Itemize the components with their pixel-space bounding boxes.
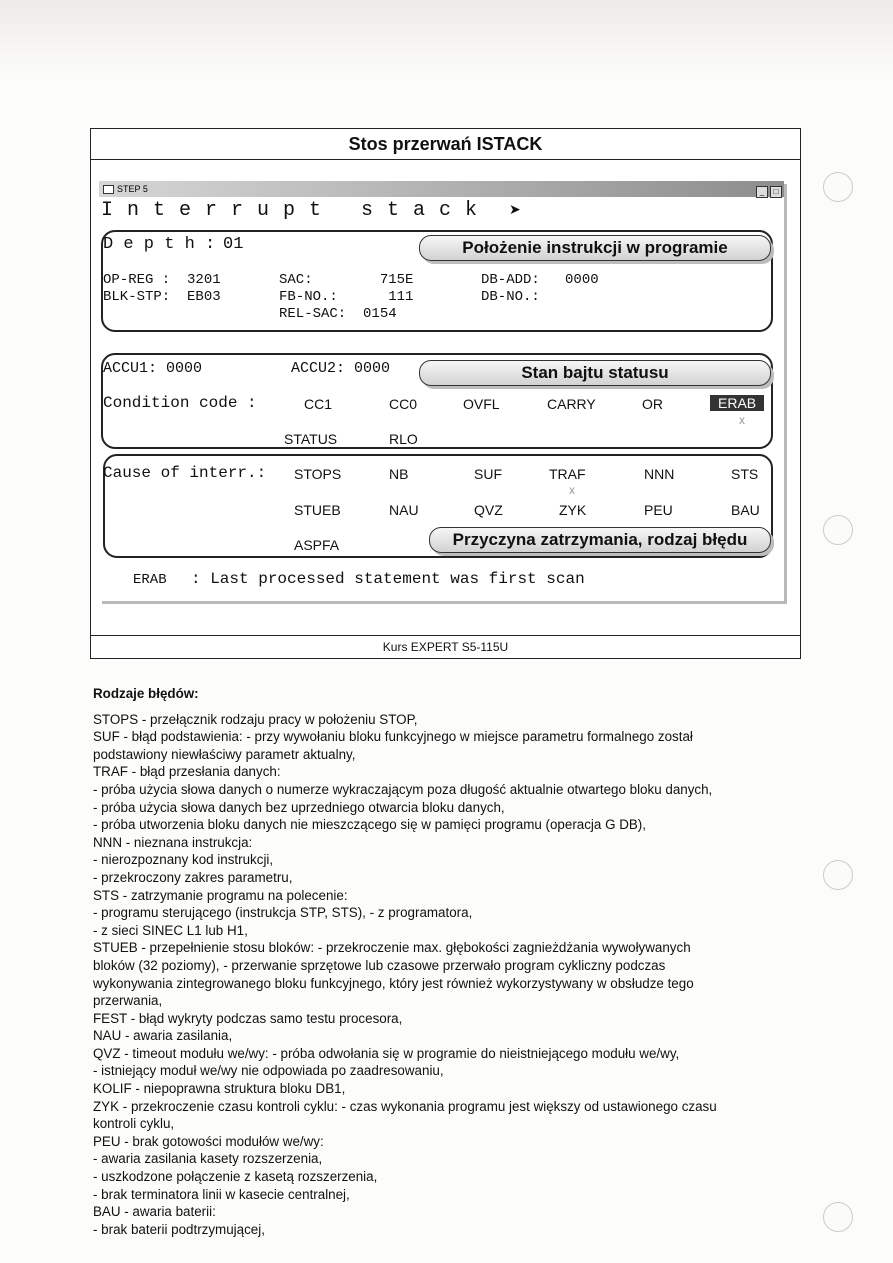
window-title: STEP 5 [117,184,148,194]
doc-line: STS - zatrzymanie programu na polecenie: [93,887,348,903]
doc-line: - próba użycia słowa danych o numerze wykraczającym poza długość aktualnie otwartego bloku danych, [93,781,713,797]
doc-line: wykonywania zintegrowanego bloku funkcyjnego, który jest również wykorzystywany w obsłudze tego [93,975,694,991]
step5-window [99,181,784,601]
doc-line: STOPS - przełącznik rodzaju pracy w położeniu STOP, [93,711,418,727]
slide-frame [90,128,801,659]
doc-line: - próba utworzenia bloku danych nie mieszczącego się w pamięci programu (operacja G DB), [93,817,646,833]
last-error-code: ERAB [133,572,167,588]
doc-line: - przekroczony zakres parametru, [93,869,293,885]
cause-nau: NAU [389,502,419,518]
or: OR [642,396,663,412]
doc-line: - nierozpoznany kod instrukcji, [93,852,274,868]
doc-line: QVZ - timeout modułu we/wy: - próba odwołania się w programie do nieistniejącego modułu we/wy, [93,1045,680,1061]
callout-stop-cause: Przyczyna zatrzymania, rodzaj błędu [429,527,771,553]
cause-nb: NB [389,466,409,482]
db-no: DB-NO.: [481,289,540,305]
doc-line: FEST - błąd wykryty podczas samo testu procesora, [93,1010,403,1026]
callout-instruction-position: Położenie instrukcji w programie [419,235,771,261]
doc-line: - z sieci SINEC L1 lub H1, [93,922,248,938]
doc-line: NAU - awaria zasilania, [93,1028,233,1044]
cause-sts: STS [731,466,759,482]
cause-aspfa: ASPFA [294,537,340,553]
depth-value: 01 [223,235,244,254]
mouse-pointer-icon: ➤ [509,201,521,217]
depth-label: D e p t h : [103,235,216,254]
carry: CARRY [547,396,596,412]
cc1: CC1 [304,396,333,412]
status: STATUS [284,431,338,447]
cause-label: Cause of interr.: [103,464,267,482]
cause-stueb: STUEB [294,502,341,518]
doc-line: - próba użycia słowa danych bez uprzedniego otwarcia bloku danych, [93,799,505,815]
x-mark-icon: x [569,483,575,497]
doc-line: KOLIF - niepoprawna struktura bloku DB1, [93,1081,346,1097]
cause-qvz: QVZ [474,502,503,518]
doc-line: - istniejący moduł we/wy nie odpowiada po zaadresowaniu, [93,1063,444,1079]
accu1: ACCU1: 0000 [103,360,203,377]
doc-line: kontroli cyklu, [93,1116,175,1132]
rlo: RLO [389,431,418,447]
doc-line: - uszkodzone połączenie z kasetą rozszerzenia, [93,1169,378,1185]
window-titlebar [99,181,784,197]
error-types-heading: Rodzaje błędów: [93,686,199,701]
op-reg: OP-REG : 3201 [103,272,221,288]
last-error-message: : Last processed statement was first scan [191,570,585,588]
ovfl: OVFL [463,396,500,412]
app-icon [103,185,114,194]
doc-line: - brak baterii podtrzymującej, [93,1221,265,1237]
cause-bau: BAU [731,502,760,518]
cause-nnn: NNN [644,466,675,482]
cause-stops: STOPS [294,466,342,482]
cc0: CC0 [389,396,418,412]
x-mark-icon: x [739,413,745,427]
db-add: DB-ADD: 0000 [481,272,599,288]
doc-line: - brak terminatora linii w kasecie centralnej, [93,1186,350,1202]
window-controls [754,183,782,199]
doc-line: TRAF - błąd przesłania danych: [93,764,281,780]
minimize-button[interactable]: _ [756,186,768,198]
error-types-list [93,685,793,1238]
doc-line: BAU - awaria baterii: [93,1204,216,1220]
punch-hole [823,860,853,890]
slide-title: Stos przerwań ISTACK [91,129,800,160]
scan-top-edge [0,0,893,80]
slide-footer: Kurs EXPERT S5-115U [91,635,800,658]
accu2: ACCU2: 0000 [291,360,391,377]
doc-line: bloków (32 poziomy), - przerwanie sprzętowe lub czasowe przerwało program cykliczny podczas [93,957,666,973]
doc-line: STUEB - przepełnienie stosu bloków: - przekroczenie max. głębokości zagnieżdżania wywoływanych [93,940,691,956]
doc-line: ZYK - przekroczenie czasu kontroli cyklu: - czas wykonania programu jest większy od ustawionego czasu [93,1098,717,1114]
punch-hole [823,172,853,202]
cause-suf: SUF [474,466,502,482]
doc-line: PEU - brak gotowości modułów we/wy: [93,1133,324,1149]
sac: SAC: 715E [279,272,414,288]
fb-no: FB-NO.: 111 [279,289,414,305]
punch-hole [823,1202,853,1232]
cause-zyk: ZYK [559,502,587,518]
interrupt-stack-heading: I n t e r r u p t s t a c k [101,199,479,222]
condition-code-label: Condition code : [103,394,257,412]
doc-line: NNN - nieznana instrukcja: [93,834,253,850]
rel-sac: REL-SAC: 0154 [279,306,397,322]
cause-peu: PEU [644,502,673,518]
maximize-button[interactable]: □ [770,186,782,198]
doc-line: przerwania, [93,993,163,1009]
doc-line: - programu sterującego (instrukcja STP, STS), - z programatora, [93,905,473,921]
doc-line: podstawiony niewłaściwy parametr aktualny, [93,746,356,762]
cause-traf: TRAF [549,466,586,482]
doc-line: SUF - błąd podstawienia: - przy wywołaniu bloku funkcyjnego w miejsce parametru formalnego został [93,729,693,745]
punch-hole [823,515,853,545]
callout-status-byte: Stan bajtu statusu [419,360,771,386]
erab-highlight: ERAB [710,395,764,411]
blk-stp: BLK-STP: EB03 [103,289,221,305]
doc-line: - awaria zasilania kasety rozszerzenia, [93,1151,323,1167]
